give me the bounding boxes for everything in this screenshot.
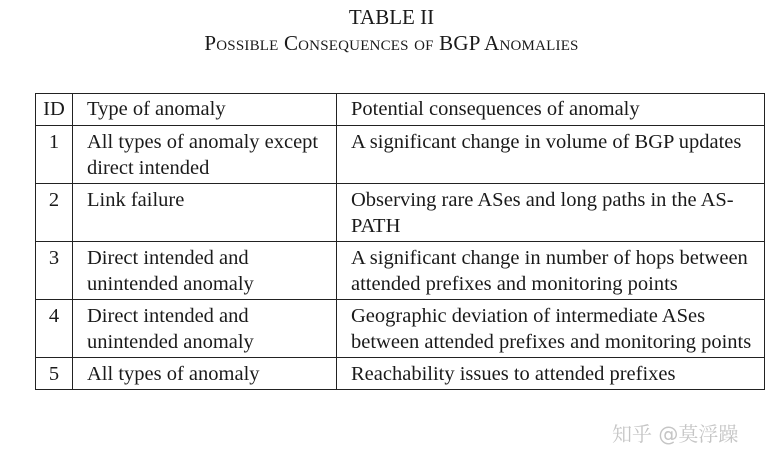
cell-type: Direct intended and unintended anomaly [73,300,337,358]
table-title: Possible Consequences of BGP Anomalies [204,31,579,55]
table-row [36,358,765,390]
table-row [36,184,765,242]
cell-consequence: A significant change in volume of BGP updates [337,126,765,184]
cell-consequence: Reachability issues to attended prefixes [337,358,765,390]
header-id: ID [36,94,73,126]
cell-type: Direct intended and unintended anomaly [73,242,337,300]
table-label: TABLE II [348,5,435,29]
table-row [36,126,765,184]
watermark: 知乎 @莫浮躁 [612,422,739,446]
table-row [36,300,765,358]
cell-consequence: Geographic deviation of intermediate ASes between attended prefixes and monitoring points [337,300,765,358]
cell-id: 1 [36,126,73,184]
table-row [36,242,765,300]
header-type: Type of anomaly [73,94,337,126]
cell-type: All types of anomaly except direct intended [73,126,337,184]
cell-id: 4 [36,300,73,358]
cell-type: All types of anomaly [73,358,337,390]
cell-id: 5 [36,358,73,390]
table-header-row [36,94,765,126]
cell-id: 3 [36,242,73,300]
cell-consequence: A significant change in number of hops between attended prefixes and monitoring points [337,242,765,300]
cell-type: Link failure [73,184,337,242]
anomaly-consequences-table [35,93,765,390]
cell-consequence: Observing rare ASes and long paths in the AS-PATH [337,184,765,242]
header-consequence: Potential consequences of anomaly [337,94,765,126]
cell-id: 2 [36,184,73,242]
